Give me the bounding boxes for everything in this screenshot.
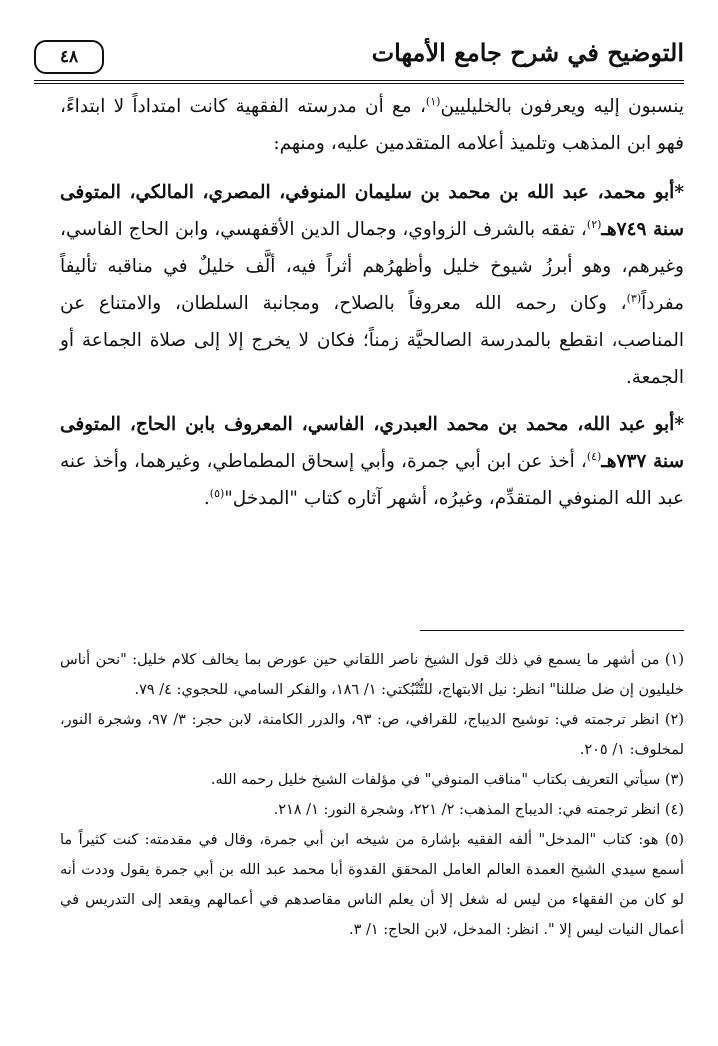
footnote-ref-4: (٤) (586, 449, 602, 463)
footnotes (60, 645, 684, 945)
footnote-ref-1: (١) (425, 94, 441, 108)
scholar-entry-ibn-alhajj (60, 406, 684, 517)
footnote-divider (420, 630, 684, 631)
page-number: ٤٨ (34, 40, 104, 74)
running-title: التوضيح في شرح جامع الأمهات (371, 38, 684, 67)
scholar-name-almanufi: *أبو محمد، عبد الله بن محمد بن سليمان المنوفي، المصري، المالكي، المتوفى سنة ٧٤٩هـ (60, 182, 684, 240)
footnote-5: (٥) هو: كتاب "المدخل" ألفه الفقيه بإشارة من شيخه ابن أبي جمرة، وقال في مقدمته: كنت كثيراً ما أسمع سيدي الشيخ العمدة العالم العامل المحقق القدوة أبا محمد عبد الله بن أبي جمرة يقول وددت أنه لو كان من الفقهاء من ليس له شغل إلا أن يعلم الناس مقاصدهم في أعمالهم ويقعد إلى التدريس في أعمال النيات ليس إلا ". انظر: المدخل، لابن الحاج: ١/ ٣. (60, 832, 684, 938)
scholar-name-ibn-alhajj: *أبو عبد الله، محمد بن محمد العبدري، الفاسي، المعروف بابن الحاج، المتوفى سنة ٧٣٧هـ (60, 414, 684, 472)
footnote-ref-2: (٢) (586, 217, 602, 231)
footnote-1: (١) من أشهر ما يسمع في ذلك قول الشيخ ناصر اللقاني حين عورض بما يخالف كلام خليل: "نحن أناس خليليون إن ضل ضللنا" انظر: نيل الابتهاج، للتُّنْبُكتي: ١/ ١٨٦، والفكر السامي، للحجوي: ٤/ ٧٩. (60, 652, 684, 698)
intro-text-1: ينسبون إليه ويعرفون بالخليليين (440, 96, 685, 117)
footnote-3: (٣) سيأتي التعريف بكتاب "مناقب المنوفي" في مؤلفات الشيخ خليل رحمه الله. (210, 772, 684, 788)
scholar-text-almanufi-2: ، وكان رحمه الله معروفاً بالصلاح، ومجانبة السلطان، والامتناع عن المناصب، انقطع بالمدرسة الصالحيَّة زمناً؛ فكان لا يخرج إلا إلى صلاة الجماعة أو الجمعة. (60, 293, 684, 388)
footnote-2: (٢) انظر ترجمته في: توشيح الديباج، للقرافي، ص: ٩٣، والدرر الكامنة، لابن حجر: ٣/ ٩٧، وشجرة النور، لمخلوف: ١/ ٢٠٥. (60, 712, 684, 758)
running-header (34, 34, 684, 84)
scholar-text-ibn-alhajj-2: . (203, 488, 210, 509)
main-text (60, 88, 684, 517)
intro-paragraph (60, 88, 684, 162)
scholar-entry-almanufi (60, 174, 684, 396)
intro-text-2: ، مع أن مدرسته الفقهية كانت امتداداً لا ابتداءً، فهو ابن المذهب وتلميذ أعلامه المتقدمين عليه، ومنهم: (60, 96, 684, 154)
footnote-ref-5: (٥) (209, 486, 225, 500)
scholar-text-almanufi-1: ، تفقه بالشرف الزواوي، وجمال الدين الأقفهسي، وابن الحاج الفاسي، وغيرهم، وهو أبرزُ شيوخ خليل وأظهرُهم أثراً فيه، ألَّف خليلٌ في مناقبه تأليفاً مفرداً (60, 219, 684, 314)
footnote-4: (٤) انظر ترجمته في: الديباج المذهب: ٢/ ٢٢١، وشجرة النور: ١/ ٢١٨. (273, 802, 684, 818)
scholar-text-ibn-alhajj-1: ، أخذ عن ابن أبي جمرة، وأبي إسحاق المطماطي، وغيرهما، وأخذ عنه عبد الله المنوفي المتقدِّم، وغيرُه، أشهر آثاره كتاب "المدخل" (60, 451, 684, 509)
footnote-ref-3: (٣) (626, 291, 642, 305)
